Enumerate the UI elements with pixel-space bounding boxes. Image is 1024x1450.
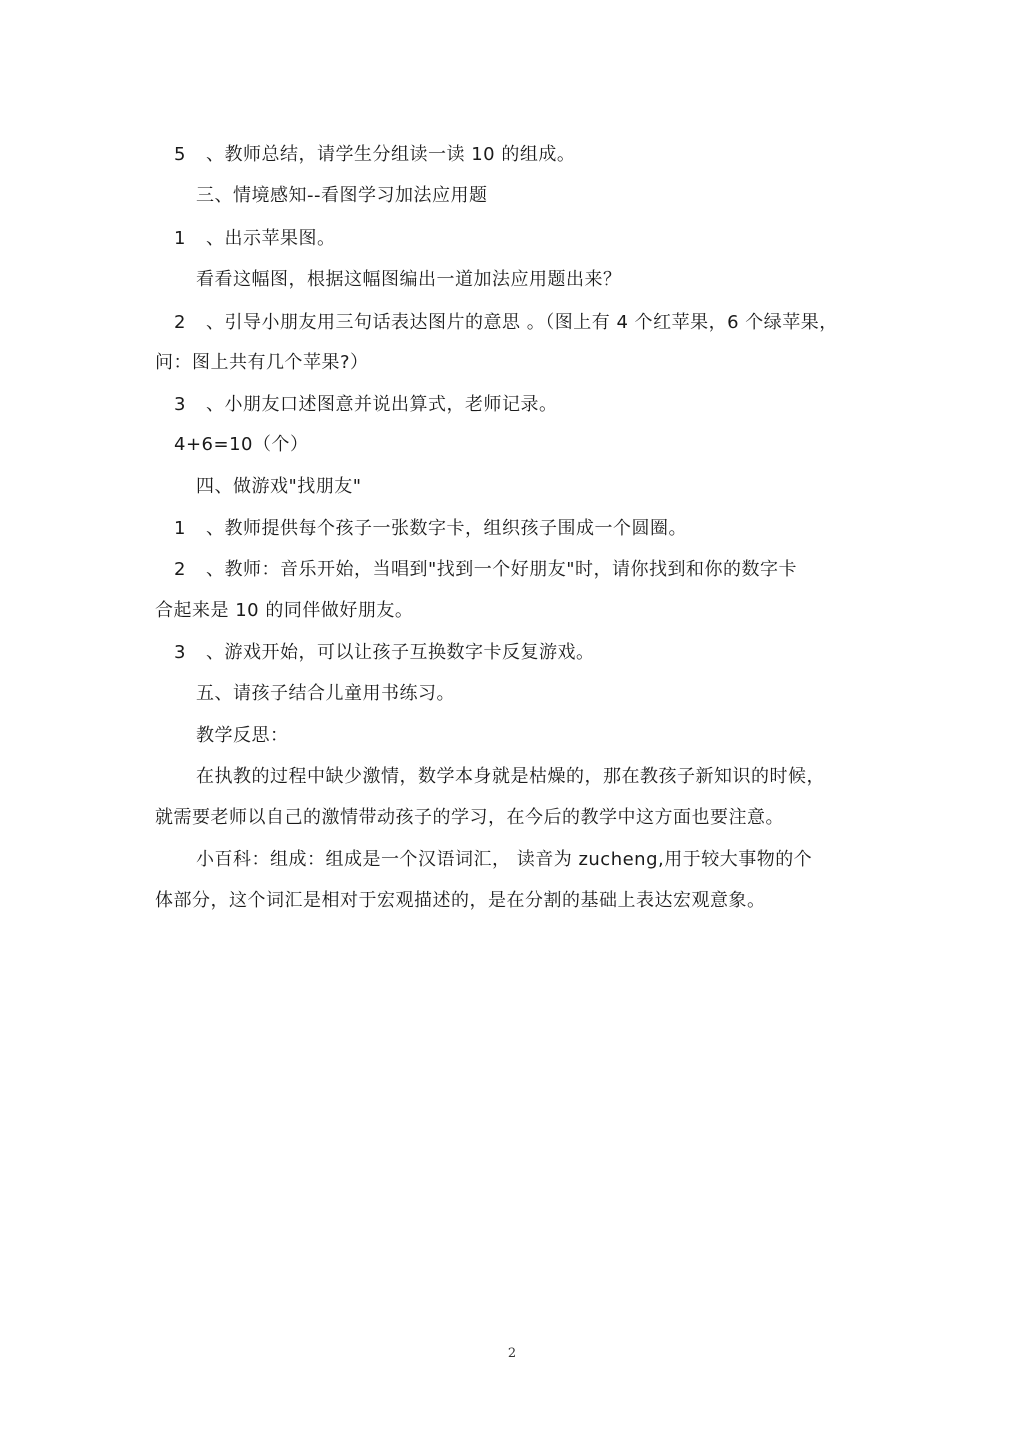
heading-text: 教学反思： (196, 725, 289, 746)
section-5-heading (196, 682, 455, 706)
paragraph-text: 小百科：组成：组成是一个汉语词汇， 读音为 zucheng,用于较大事物的个 (196, 849, 813, 870)
paragraph-text: 、教师提供每个孩子一张数字卡，组织孩子围成一个圆圈。 (206, 518, 687, 539)
step-number: 3 (174, 642, 186, 663)
paragraph-text: 、教师总结，请学生分组读一读 10 的组成。 (206, 144, 576, 165)
paragraph-text: 就需要老师以自己的激情带动孩子的学习，在今后的教学中这方面也要注意。 (155, 807, 784, 828)
page-number: 2 (507, 1346, 517, 1361)
step-number: 2 (174, 559, 186, 580)
step-number: 3 (174, 394, 186, 415)
game-step-3 (174, 641, 595, 665)
game-step-2 (174, 558, 797, 582)
heading-text: 三、情境感知--看图学习加法应用题 (196, 185, 488, 206)
equation-line (174, 433, 308, 457)
heading-text: 五、请孩子结合儿童用书练习。 (196, 683, 455, 704)
reflection-paragraph-line-2 (155, 806, 784, 830)
section-3-heading (196, 184, 488, 208)
paragraph-text: 、教师：音乐开始，当唱到"找到一个好朋友"时，请你找到和你的数字卡 (206, 559, 798, 580)
step-number: 1 (174, 518, 186, 539)
paragraph-text: 在执教的过程中缺少激情，数学本身就是枯燥的，那在教孩子新知识的时候， (196, 766, 825, 787)
step-5-summary (174, 143, 575, 167)
paragraph-text: 、游戏开始，可以让孩子互换数字卡反复游戏。 (206, 642, 595, 663)
game-step-1 (174, 517, 687, 541)
step-number: 2 (174, 312, 186, 333)
reflection-paragraph-line-1 (196, 765, 825, 789)
paragraph-text: 、小朋友口述图意并说出算式，老师记录。 (206, 394, 558, 415)
paragraph-text: 问：图上共有几个苹果?） (155, 352, 369, 373)
encyclopedia-paragraph-line-2 (155, 889, 766, 913)
step-1-show-apples (174, 227, 336, 251)
step-number: 5 (174, 144, 186, 165)
game-step-2-continuation (155, 599, 413, 623)
step-3-oral (174, 393, 558, 417)
paragraph-text: 体部分，这个词汇是相对于宏观描述的，是在分割的基础上表达宏观意象。 (155, 890, 766, 911)
paragraph-text: 看看这幅图，根据这幅图编出一道加法应用题出来？ (196, 269, 622, 290)
paragraph-text: 、引导小朋友用三句话表达图片的意思 。（图上有 4 个红苹果，6 个绿苹果， (206, 312, 838, 333)
heading-text: 四、做游戏"找朋友" (196, 476, 362, 497)
step-2-guide (174, 311, 838, 335)
paragraph-text: 合起来是 10 的同伴做好朋友。 (155, 600, 414, 621)
step-2-continuation (155, 351, 369, 375)
paragraph-text: 、出示苹果图。 (206, 228, 336, 249)
encyclopedia-paragraph-line-1 (196, 848, 812, 872)
section-4-heading (196, 475, 362, 499)
equation-text: 4+6=10（个） (174, 434, 309, 455)
step-number: 1 (174, 228, 186, 249)
reflection-heading (196, 724, 289, 748)
paragraph-look-at-picture (196, 268, 622, 292)
